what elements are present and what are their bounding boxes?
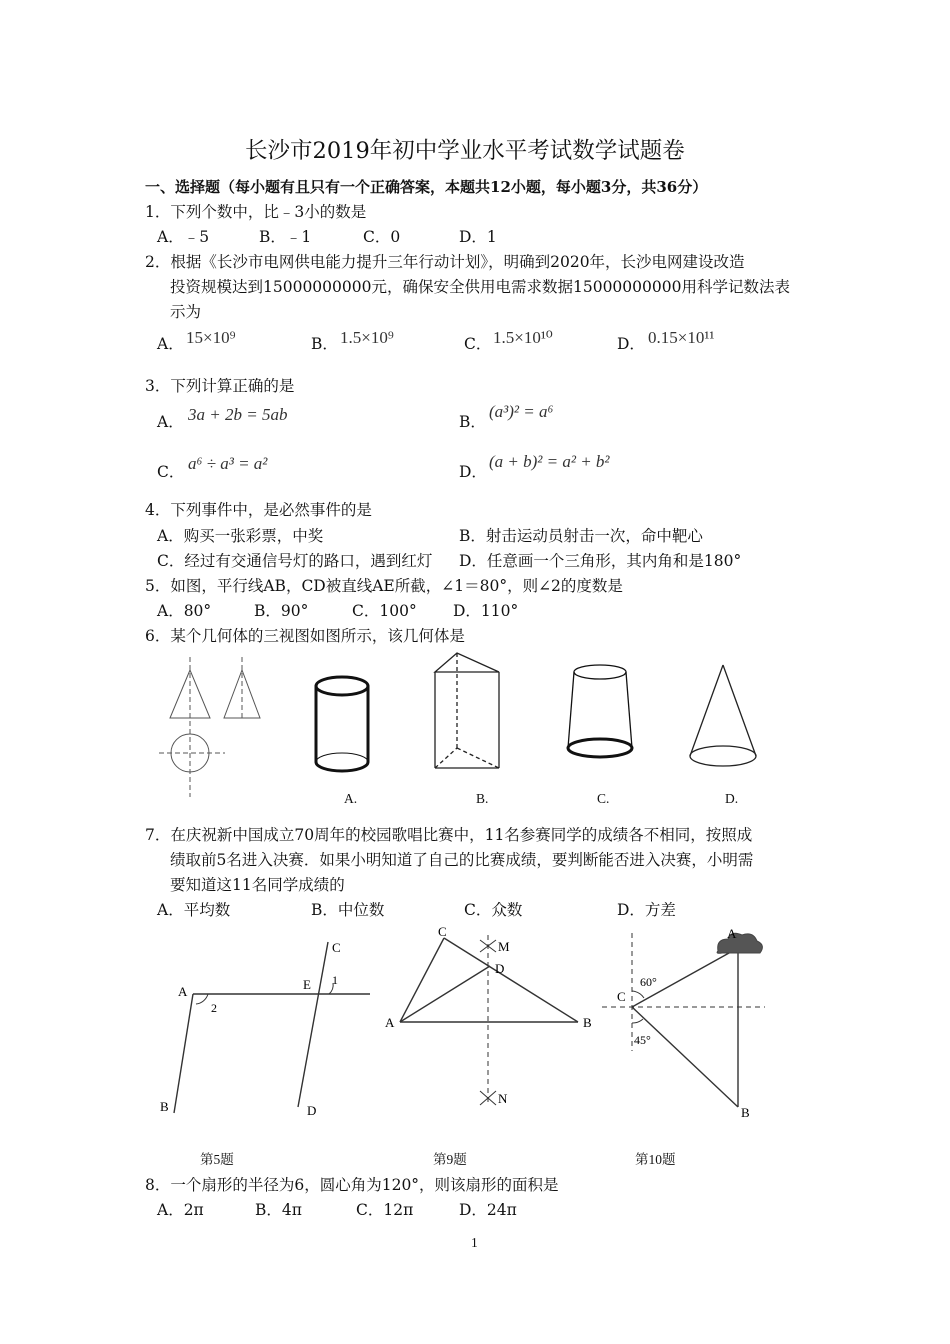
q2-option-a-letter: A． <box>157 335 184 353</box>
q8-option-b: B．4π <box>255 1201 302 1219</box>
q2-option-c-math: 1.5×10¹⁰ <box>493 328 553 347</box>
q5-option-c: C．100° <box>352 602 417 620</box>
q3-option-a-letter: A． <box>157 413 184 431</box>
question-1-stem: 1．下列个数中，比﹣3小的数是 <box>145 203 367 221</box>
fig5-label-c: C <box>332 940 341 955</box>
fig5-label-a: A <box>178 984 188 999</box>
q3-option-d-math: (a + b)² = a² + b² <box>489 452 610 471</box>
q1-option-c: C．0 <box>363 228 401 246</box>
fig5-label-e: E <box>303 977 311 992</box>
question-8-stem: 8．一个扇形的半径为6，圆心角为120°，则该扇形的面积是 <box>145 1176 559 1194</box>
question-3-stem: 3．下列计算正确的是 <box>145 377 295 395</box>
fig9-label-n: N <box>498 1091 508 1106</box>
q4-option-c: C．经过有交通信号灯的路口，遇到红灯 <box>157 552 433 570</box>
q8-option-c: C．12π <box>356 1201 414 1219</box>
question-2-stem-line3: 示为 <box>170 303 202 321</box>
figure-5-caption: 第5题 <box>200 1152 234 1167</box>
q6-option-b-label: B. <box>476 791 489 806</box>
q2-option-d-math: 0.15×10¹¹ <box>648 328 715 347</box>
q3-option-a-math: 3a + 2b = 5ab <box>188 405 288 424</box>
question-2-stem-line1: 2．根据《长沙市电网供电能力提升三年行动计划》，明确到2020年，长沙电网建设改造 <box>145 253 745 271</box>
fig5-label-d: D <box>307 1103 317 1118</box>
fig5-angle-1: 1 <box>332 973 338 987</box>
fig9-label-b: B <box>583 1015 592 1030</box>
fig10-angle-60: 60° <box>640 975 657 989</box>
q3-option-c-letter: C． <box>157 463 185 481</box>
question-4-stem: 4．下列事件中，是必然事件的是 <box>145 501 372 519</box>
fig10-label-b: B <box>741 1105 750 1120</box>
q4-option-a: A．购买一张彩票，中奖 <box>157 527 324 545</box>
section-heading: 一、选择题（每小题有且只有一个正确答案，本题共12小题，每小题3分，共36分） <box>145 178 708 196</box>
q3-option-b-math: (a³)² = a⁶ <box>489 402 554 421</box>
q3-option-b-letter: B． <box>459 413 486 431</box>
q2-option-a-math: 15×10⁹ <box>186 328 236 347</box>
q5-option-d: D．110° <box>453 602 519 620</box>
q7-option-d: D．方差 <box>617 901 676 919</box>
prism-figure <box>425 650 505 775</box>
page-title: 长沙市2019年初中学业水平考试数学试题卷 <box>245 138 685 164</box>
q7-option-c: C．众数 <box>464 901 523 919</box>
frustum-figure <box>560 660 640 770</box>
question-6-stem: 6．某个几何体的三视图如图所示，该几何体是 <box>145 627 465 645</box>
fig9-label-m: M <box>498 939 510 954</box>
q3-option-c-math: a⁶ ÷ a³ = a² <box>188 454 268 473</box>
q1-option-b: B．﹣1 <box>259 228 312 246</box>
cylinder-figure <box>310 672 380 777</box>
q2-option-d-letter: D． <box>617 335 645 353</box>
question-2-stem-line2: 投资规模达到15000000000元，确保安全供用电需求数据15000000000用科学记数法表 <box>170 278 790 296</box>
q2-option-b-math: 1.5×10⁹ <box>340 328 394 347</box>
cloud-icon <box>717 933 762 953</box>
q1-option-d: D．1 <box>459 228 497 246</box>
q3-option-d-letter: D． <box>459 463 487 481</box>
fig10-label-c: C <box>617 989 626 1004</box>
q6-option-d-label: D. <box>725 791 739 806</box>
q8-option-d: D．24π <box>459 1201 517 1219</box>
q8-option-a: A．2π <box>157 1201 204 1219</box>
q5-option-b: B．90° <box>254 602 309 620</box>
question-7-stem-line3: 要知道这11名同学成绩的 <box>170 876 345 894</box>
three-views-figure <box>155 652 285 802</box>
q2-option-c-letter: C． <box>464 335 492 353</box>
q6-option-c-label: C. <box>597 791 610 806</box>
question-7-stem-line1: 7．在庆祝新中国成立70周年的校园歌唱比赛中，11名参赛同学的成绩各不相同，按照成 <box>145 826 753 844</box>
q5-option-a: A．80° <box>157 602 212 620</box>
figure-9-caption: 第9题 <box>433 1152 467 1167</box>
question-5-stem: 5．如图，平行线AB，CD被直线AE所截，∠1＝80°，则∠2的度数是 <box>145 577 623 595</box>
page-number: 1 <box>471 1235 478 1250</box>
q1-option-a: A．﹣5 <box>157 228 210 246</box>
figure-10-caption: 第10题 <box>635 1152 676 1167</box>
q4-option-d: D．任意画一个三角形，其内角和是180° <box>459 552 742 570</box>
figure-5 <box>150 935 380 1125</box>
figure-10 <box>600 925 775 1125</box>
q2-option-b-letter: B． <box>311 335 338 353</box>
q7-option-b: B．中位数 <box>311 901 385 919</box>
figure-9 <box>380 925 600 1115</box>
fig5-angle-2: 2 <box>211 1001 217 1015</box>
fig10-label-a: A <box>727 926 737 941</box>
cone-figure <box>685 660 765 770</box>
fig9-label-d: D <box>495 961 505 976</box>
q6-option-a-label: A. <box>344 791 358 806</box>
fig9-label-a: A <box>385 1015 395 1030</box>
q4-option-b: B．射击运动员射击一次，命中靶心 <box>459 527 703 545</box>
question-7-stem-line2: 绩取前5名进入决赛．如果小明知道了自己的比赛成绩，要判断能否进入决赛，小明需 <box>170 851 754 869</box>
fig9-label-c: C <box>438 924 447 939</box>
q7-option-a: A．平均数 <box>157 901 231 919</box>
fig10-angle-45: 45° <box>634 1033 651 1047</box>
fig5-label-b: B <box>160 1099 169 1114</box>
